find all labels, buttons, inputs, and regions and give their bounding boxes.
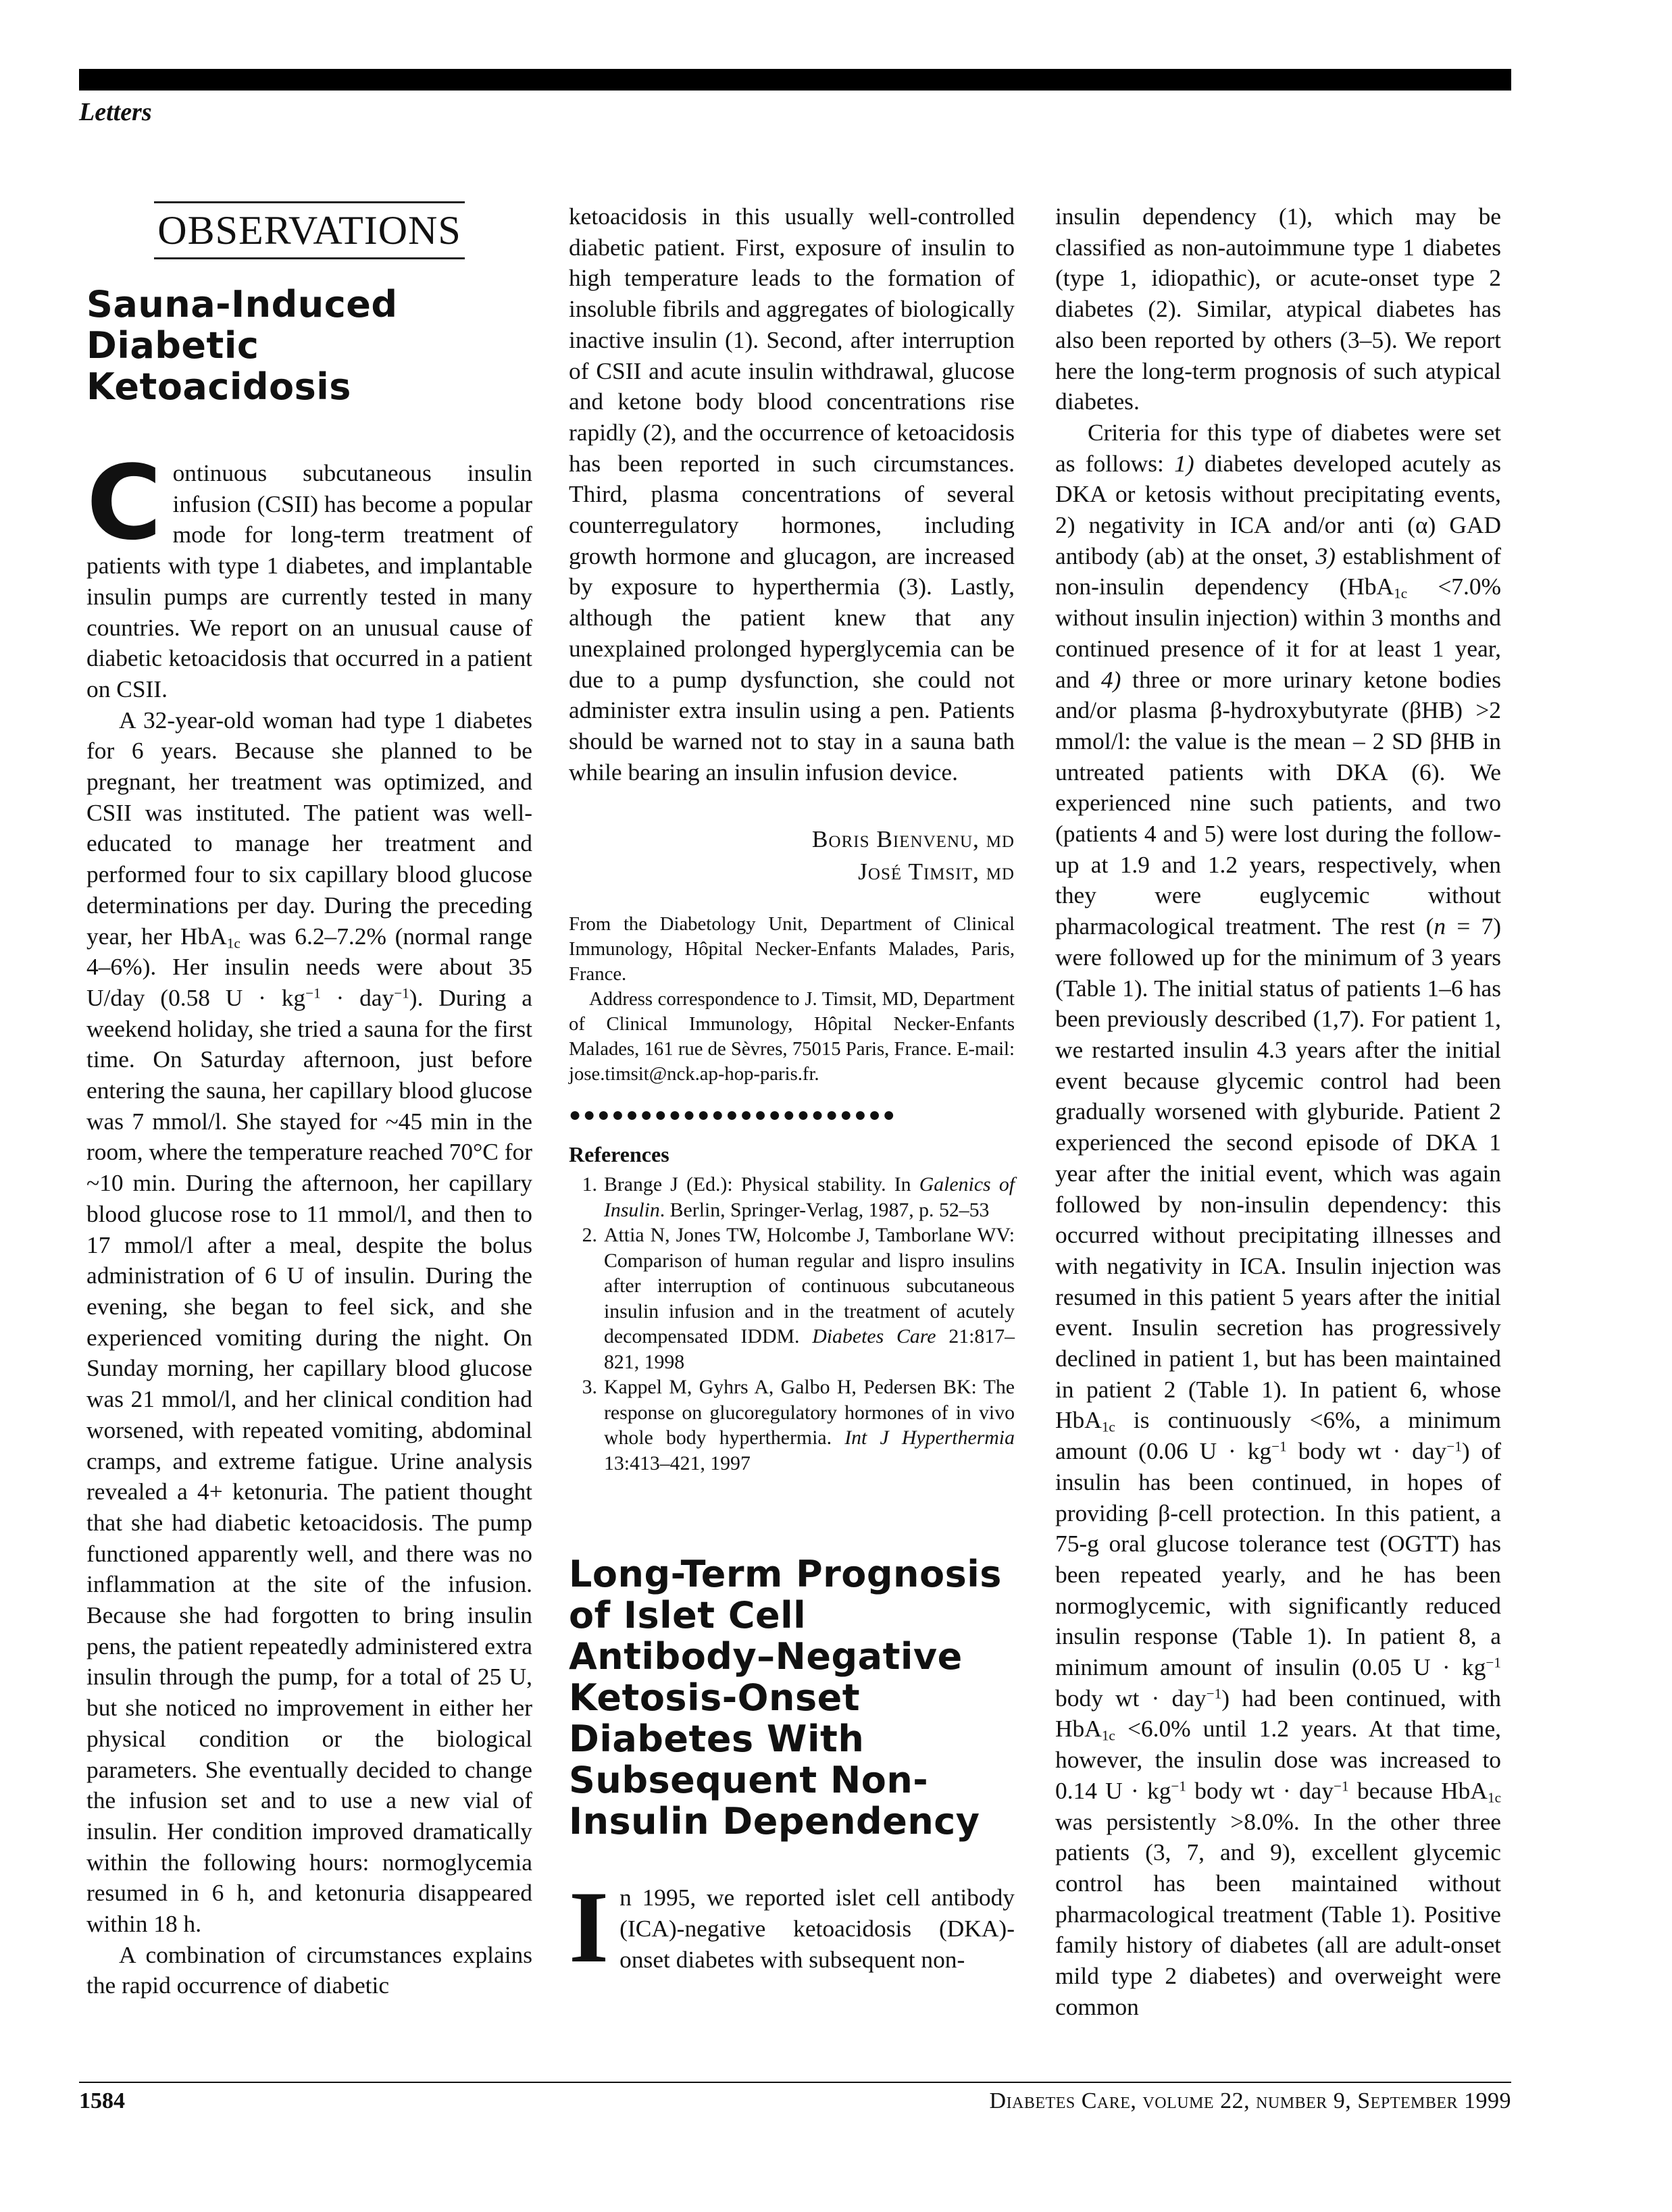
- author-name: José Timsit, md: [858, 858, 1015, 885]
- affiliation: From the Diabetology Unit, Department of Clinical Immunology, Hôpital Necker-Enfants Malades, Paris, France.: [569, 913, 1015, 985]
- reference-item: 2. Attia N, Jones TW, Holcombe J, Tamborlane WV: Comparison of human regular and lispro insulins after interruption of continuous subcutaneous insulin infusion and in the treatment of acutely decompensated IDDM. Diabetes Care 21:817–821, 1998: [582, 1224, 1015, 1373]
- article2-paragraph-1-continued: insulin dependency (1), which may be classified as non-autoimmune type 1 diabetes (type 1, idiopathic), or acute-onset type 2 diabetes (2). Similar, atypical diabetes has also been reported by others (3–5). We report here the long-term prognosis of such atypical diabetes.: [1055, 203, 1501, 415]
- article1-title: Sauna-Induced Diabetic Ketoacidosis: [86, 283, 398, 408]
- column-3: [1055, 201, 1501, 2022]
- article1-dropcap: C: [86, 443, 162, 563]
- section-label: Letters: [79, 98, 152, 126]
- article1-paragraph-3-continued: ketoacidosis in this usually well-controlled diabetic patient. First, exposure of insulin to high temperature leads to the formation of insoluble fibrils and aggregates of biologically inactive insulin (1). Second, after interruption of CSII and acute insulin withdrawal, glucose and ketone body blood concentrations rise rapidly (2), and the occurrence of ketoacidosis has been reported in such circumstances. Third, plasma concentrations of several counterregulatory hormones, including growth hormone and glucagon, are increased by exposure to hyperthermia (3). Lastly, although the patient knew that any unexplained prolonged hyperglycemia can be due to a pump dysfunction, she could not administer extra insulin using a pen. Patients should be warned not to stay in a sauna bath while bearing an insulin infusion device.: [569, 203, 1015, 786]
- dot-divider: ●●●●●●●●●●●●●●●●●●●●●●●: [569, 1104, 897, 1127]
- references-heading: References: [569, 1142, 669, 1167]
- article2-paragraph-2: Criteria for this type of diabetes were set as follows: 1) diabetes developed acutely as DKA or ketosis without precipitating events, 2) negativity in ICA and/or anti (α) GAD antibody (ab) at the onset, 3) establishment of non-insulin dependency (HbA$_{1c}$ <7.0% without insulin injection) within 3 months and continued presence of it for at least 1 year, and 4) three or more urinary ketone bodies and/or plasma β-hydroxybutyrate (βHB) >2 mmol/l: the value is the mean – 2 SD βHB in untreated patients with DKA (6). We experienced nine such patients, and two (patients 4 and 5) were lost during the follow-up at 1.9 and 1.2 years, respectively, when they were euglycemic without pharmacological treatment. The rest (n = 7) were followed up for the minimum of 3 years (Table 1). The initial status of patients 1–6 has been previously described (1,7). For patient 1, we restarted insulin 4.3 years after the initial event because glycemic control had been gradually worsened with glyburide. Patient 2 experienced the second episode of DKA 1 year after the initial event, which was again followed by non-insulin dependency: this occurred without precipitating illnesses and with negativity in ICA. Insulin injection was resumed in this patient 5 years after the initial event. Insulin secretion has progressively declined in patient 1, but has been maintained in patient 2 (Table 1). In patient 6, whose HbA$_{1c}$ is continuously <6%, a minimum amount (0.06 $U \cdot kg^{-1}$ body wt · day$^{-1}$) of insulin has been continued, in hopes of providing β-cell protection. In this patient, a 75-g oral glucose tolerance test (OGTT) has been repeated yearly, and he has been normoglycemic, with significantly reduced insulin response (Table 1). In patient 8, a minimum amount of insulin (0.05 $U \cdot kg^{-1}$ body wt · day$^{-1}$) had been continued, with HbA$_{1c}$ <6.0% until 1.2 years. At that time, however, the insulin dose was increased to 0.14 $U \cdot kg^{-1}$ body wt · day$^{-1}$ because HbA$_{1c}$ was persistently >8.0%. In the other three patients (3, 7, and 9), excellent glycemic control has been maintained without pharmacological treatment (Table 1). Positive family history of diabetes (all are adult-onset mild type 2 diabetes) and overweight were common: [1055, 418, 1502, 2020]
- observations-heading: OBSERVATIONS: [154, 201, 465, 259]
- column-1: [86, 201, 532, 2001]
- article1-paragraph-3: A combination of circumstances explains the rapid occurrence of diabetic: [86, 1940, 532, 1999]
- article2-paragraph-1: In 1995, we reported islet cell antibody (ICA)-negative ketoacidosis (DKA)-onset diabetes with subsequent non-: [569, 1870, 1015, 1984]
- column-2: [569, 201, 1015, 1984]
- footer-rule: [79, 2082, 1511, 2083]
- reference-list: [569, 1172, 1015, 1476]
- author-name: Boris Bienvenu, md: [811, 825, 1015, 853]
- article2-dropcap: I: [569, 1870, 609, 1984]
- article1-paragraph-1: Continuous subcutaneous insulin infusion (CSII) has become a popular mode for long-term treatment of patients with type 1 diabetes, and implantable insulin pumps are currently tested in many countries. We report on an unusual cause of diabetic ketoacidosis that occurred in a patient on CSII.: [86, 443, 532, 702]
- author-block: [569, 823, 1015, 888]
- article2-title: Long-Term Prognosis of Islet Cell Antibody–Negative Ketosis-Onset Diabetes With Subsequent Non-Insulin Dependency: [569, 1553, 1002, 1843]
- affiliation-block: [569, 912, 1015, 1087]
- page-number: 1584: [79, 2088, 125, 2113]
- correspondence: Address correspondence to J. Timsit, MD, Department of Clinical Immunology, Hôpital Necker-Enfants Malades, 161 rue de Sèvres, 75015 Paris, France. E-mail: jose.timsit@nck.ap-hop-paris.fr.: [569, 988, 1015, 1085]
- journal-citation: Diabetes Care, volume 22, number 9, September 1999: [989, 2088, 1511, 2113]
- reference-item: 3. Kappel M, Gyhrs A, Galbo H, Pedersen BK: The response on glucoregulatory hormones of in vivo whole body hyperthermia. Int J Hyperthermia 13:413–421, 1997: [582, 1376, 1015, 1474]
- article1-paragraph-2: A 32-year-old woman had type 1 diabetes for 6 years. Because she planned to be pregnant, her treatment was optimized, and CSII was instituted. The patient was well-educated to manage her treatment and performed four to six capillary blood glucose determinations per day. During the preceding year, her HbA$_{1c}$ was 6.2–7.2% (normal range 4–6%). Her insulin needs were about 35 U/day (0.58 $U \cdot kg^{-1} \cdot day^{-1}$). During a weekend holiday, she tried a sauna for the first time. On Saturday afternoon, just before entering the sauna, her capillary blood glucose was 7 mmol/l. She stayed for ~45 min in the room, where the temperature reached 70°C for ~10 min. During the afternoon, her capillary blood glucose rose to 11 mmol/l, and then to 17 mmol/l after a meal, despite the bolus administration of 6 U of insulin. During the evening, she began to feel sick, and she experienced vomiting during the night. On Sunday morning, her capillary blood glucose was 21 mmol/l, and her clinical condition had worsened, with repeated vomiting, abdominal cramps, and extreme fatigue. Urine analysis revealed a 4+ ketonuria. The patient thought that she had diabetic ketoacidosis. The pump functioned apparently well, and there was no inflammation at the site of the infusion. Because she had forgotten to bring insulin pens, the patient repeatedly administered extra insulin through the pump, for a total of 25 U, but she noticed no improvement in either her physical condition or the biological parameters. She eventually decided to change the infusion set and to use a new vial of insulin. Her condition improved dramatically within the following hours: normoglycemia resumed in 6 h, and ketonuria disappeared within 18 h.: [86, 706, 532, 1938]
- header-rule: [79, 69, 1511, 91]
- reference-item: 1. Brange J (Ed.): Physical stability. In Galenics of Insulin. Berlin, Springer-Verlag, 1987, p. 52–53: [582, 1173, 1015, 1221]
